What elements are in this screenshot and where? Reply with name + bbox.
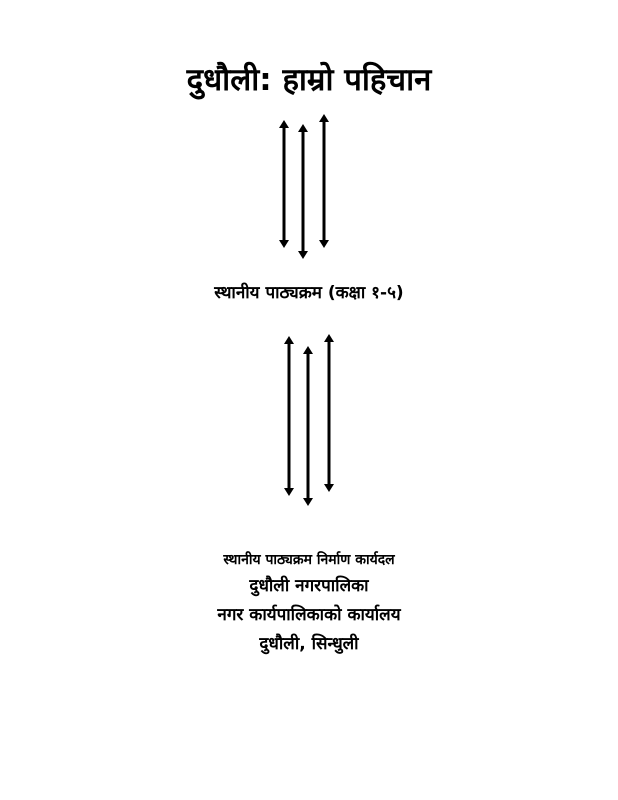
- document-title: दुधौली: हाम्रो पहिचान: [186, 62, 432, 98]
- footer-municipality: दुधौली नगरपालिका: [249, 576, 369, 596]
- document-subtitle: स्थानीय पाठ्यक्रम (कक्षा १-५): [214, 283, 404, 303]
- footer-committee: स्थानीय पाठ्यक्रम निर्माण कार्यदल: [223, 552, 395, 568]
- document-footer: [0, 548, 618, 659]
- footer-location: दुधौली, सिन्धुली: [259, 634, 359, 654]
- footer-office: नगर कार्यपालिकाको कार्यालय: [217, 605, 401, 625]
